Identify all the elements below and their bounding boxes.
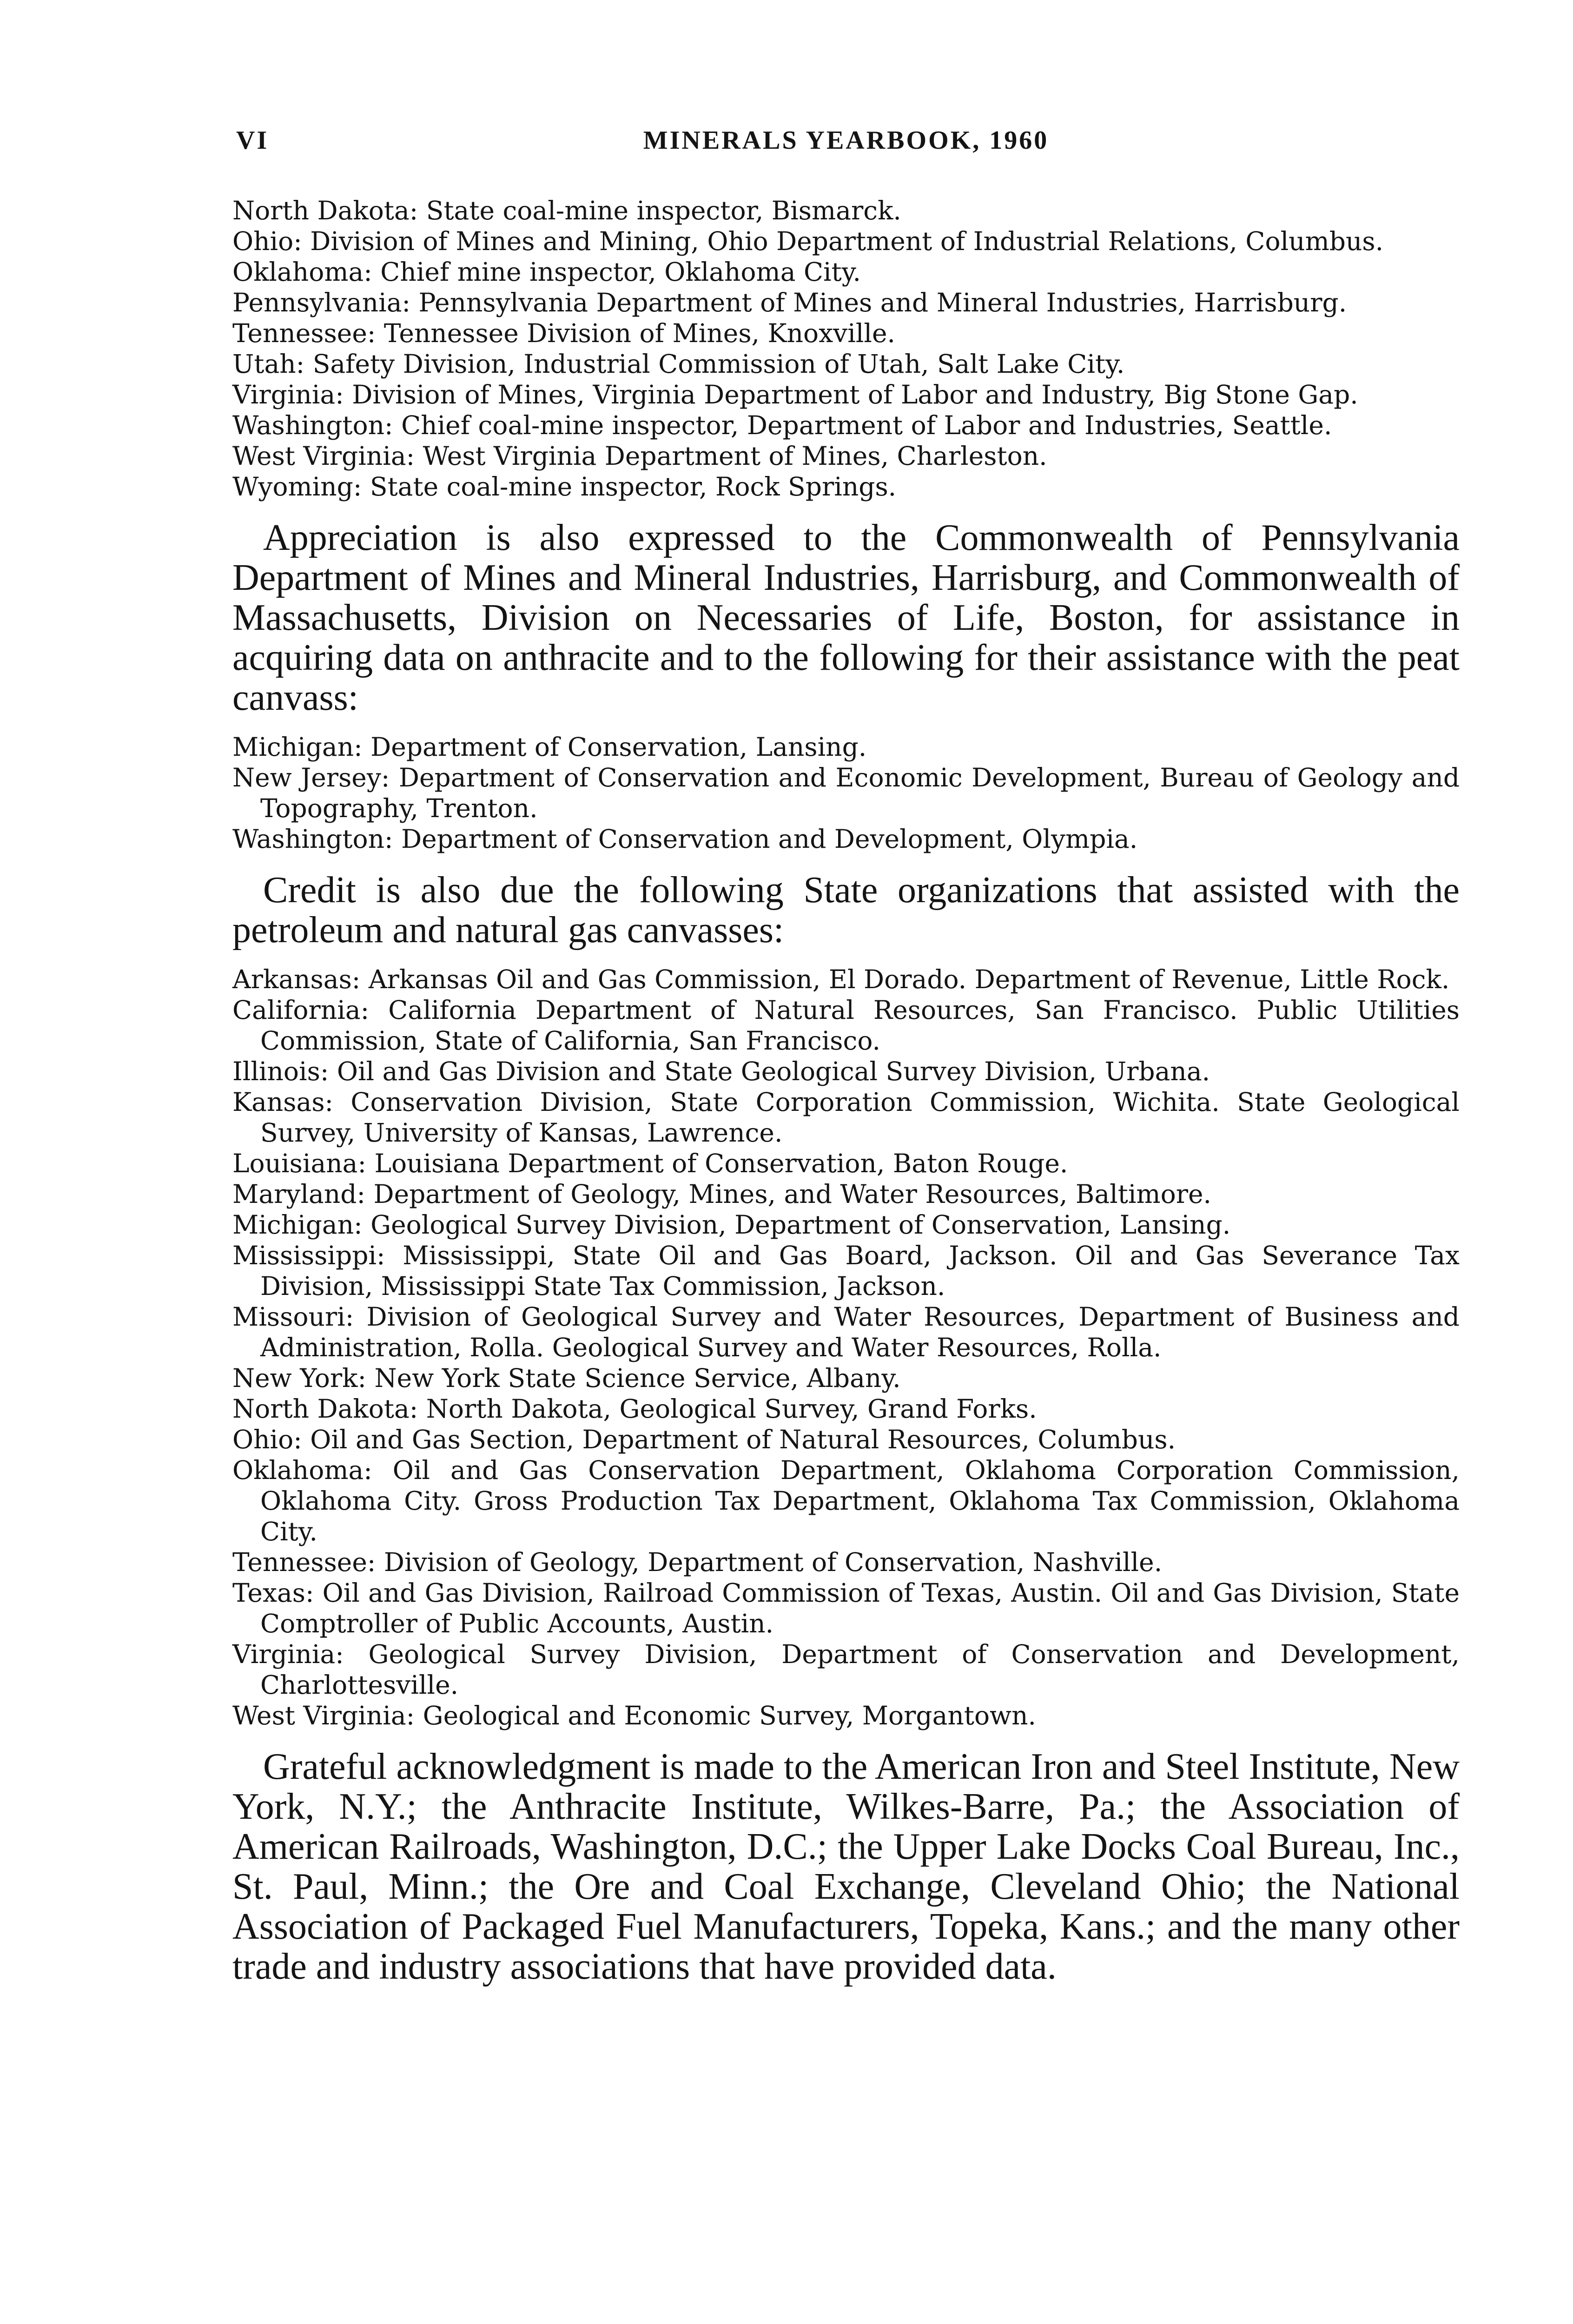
state-name: West Virginia : — [232, 1701, 423, 1730]
list-entry — [232, 257, 1460, 287]
page-number: VI — [236, 126, 269, 155]
state-name: Louisiana : — [232, 1149, 374, 1178]
list-entry — [232, 1301, 1460, 1363]
agency-text: Arkansas Oil and Gas Commission, El Dorado. Department of Revenue, Little Rock. — [368, 964, 1450, 994]
list-entry — [232, 349, 1460, 379]
agency-text: Mississippi, State Oil and Gas Board, Jackson. Oil and Gas Severance Tax Division, Mississippi State Tax Commission, Jackson. — [260, 1241, 1460, 1301]
state-name: California : — [232, 995, 388, 1025]
state-name: New Jersey : — [232, 763, 399, 792]
agency-text: California Department of Natural Resources, San Francisco. Public Utilities Commission, State of California, San Francisco. — [260, 995, 1460, 1056]
state-name: Ohio : — [232, 1425, 310, 1454]
agency-text: Department of Geology, Mines, and Water Resources, Baltimore. — [373, 1179, 1212, 1209]
agency-text: North Dakota, Geological Survey, Grand Forks. — [426, 1394, 1037, 1424]
list-entry — [232, 1209, 1460, 1240]
agency-text: Conservation Division, State Corporation Commission, Wichita. State Geological Survey, University of Kansas, Lawrence. — [260, 1087, 1460, 1148]
page-header — [232, 122, 1460, 159]
agency-text: Department of Conservation, Lansing. — [370, 732, 867, 762]
list-entry — [232, 1547, 1460, 1578]
state-name: Washington : — [232, 824, 401, 854]
credit-paragraph: Credit is also due the following State organizations that assisted with the petroleum and natural gas canvasses: — [232, 870, 1460, 951]
state-name: Maryland : — [232, 1179, 374, 1209]
appreciation-paragraph: Appreciation is also expressed to the Commonwealth of Pennsylvania Department of Mines and Mineral Industries, Harrisburg, and Commonwealth of Massachusetts, Division on Necessaries of Life, Boston, for assistance in acquiring data on anthracite and to the following for their assistance with the peat canvass: — [232, 517, 1460, 718]
agency-text: Geological Survey Division, Department of Conservation and Development, Charlottesville. — [260, 1639, 1460, 1700]
list-entry — [232, 441, 1460, 471]
list-entry — [232, 195, 1460, 226]
list-entry — [232, 1240, 1460, 1301]
state-name: Washington : — [232, 410, 401, 440]
state-name: Michigan : — [232, 732, 370, 762]
state-name: Pennsylvania : — [232, 288, 419, 317]
list-entry — [232, 1578, 1460, 1639]
agency-text: Tennessee Division of Mines, Knoxville. — [383, 318, 896, 348]
list-entry — [232, 762, 1460, 824]
list-entry — [232, 379, 1460, 410]
agency-text: Pennsylvania Department of Mines and Mineral Industries, Harrisburg. — [418, 288, 1347, 317]
agency-text: Oil and Gas Division and State Geological Survey Division, Urbana. — [337, 1056, 1210, 1086]
list-entry — [232, 1639, 1460, 1700]
state-name: Kansas : — [232, 1087, 350, 1117]
list-entry — [232, 410, 1460, 441]
state-name: North Dakota : — [232, 1394, 426, 1424]
list-entry — [232, 1455, 1460, 1547]
agency-text: New York State Science Service, Albany. — [374, 1363, 901, 1393]
agency-text: State coal-mine inspector, Bismarck. — [426, 196, 901, 225]
state-name: New York : — [232, 1363, 375, 1393]
running-title: MINERALS YEARBOOK, 1960 — [643, 126, 1049, 155]
list-entry — [232, 964, 1460, 995]
list-entry — [232, 1148, 1460, 1179]
state-name: Virginia : — [232, 1639, 369, 1669]
state-name: Mississippi : — [232, 1241, 403, 1270]
agency-text: Department of Conservation and Development, Olympia. — [401, 824, 1138, 854]
agency-text: Safety Division, Industrial Commission of Utah, Salt Lake City. — [312, 349, 1125, 379]
coal-inspectors-list — [232, 195, 1460, 502]
agency-text: Chief coal-mine inspector, Department of Labor and Industries, Seattle. — [401, 410, 1332, 440]
agency-text: West Virginia Department of Mines, Charleston. — [423, 441, 1047, 471]
list-entry — [232, 471, 1460, 502]
peat-canvass-list — [232, 732, 1460, 854]
agency-text: Geological Survey Division, Department of Conservation, Lansing. — [370, 1210, 1231, 1240]
state-name: Missouri : — [232, 1302, 367, 1332]
list-entry — [232, 995, 1460, 1056]
agency-text: Oil and Gas Division, Railroad Commission of Texas, Austin. Oil and Gas Division, State Comptroller of Public Accounts, Austin. — [260, 1578, 1460, 1638]
agency-text: State coal-mine inspector, Rock Springs. — [370, 472, 897, 502]
agency-text: Division of Geology, Department of Conservation, Nashville. — [383, 1547, 1163, 1577]
state-name: Oklahoma : — [232, 1455, 393, 1485]
state-name: West Virginia : — [232, 441, 423, 471]
list-entry — [232, 287, 1460, 318]
list-entry — [232, 318, 1460, 349]
list-entry — [232, 1056, 1460, 1087]
agency-text: Division of Geological Survey and Water Resources, Department of Business and Administration, Rolla. Geological Survey and Water Resources, Rolla. — [260, 1302, 1460, 1362]
state-name: Wyoming : — [232, 472, 370, 502]
state-name: Arkansas : — [232, 964, 369, 994]
agency-text: Geological and Economic Survey, Morgantown. — [423, 1701, 1037, 1730]
list-entry — [232, 226, 1460, 257]
state-name: Texas : — [232, 1578, 323, 1608]
list-entry — [232, 1424, 1460, 1455]
list-entry — [232, 732, 1460, 762]
state-name: Virginia : — [232, 380, 352, 409]
list-entry — [232, 1393, 1460, 1424]
agency-text: Oil and Gas Conservation Department, Oklahoma Corporation Commission, Oklahoma City. Gross Production Tax Department, Oklahoma Tax Commission, Oklahoma City. — [260, 1455, 1460, 1546]
list-entry — [232, 1087, 1460, 1148]
state-name: Tennessee : — [232, 318, 384, 348]
agency-text: Division of Mines and Mining, Ohio Department of Industrial Relations, Columbus. — [310, 226, 1384, 256]
state-name: Illinois : — [232, 1056, 337, 1086]
state-name: Oklahoma : — [232, 257, 380, 287]
agency-text: Louisiana Department of Conservation, Baton Rouge. — [374, 1149, 1068, 1178]
agency-text: Oil and Gas Section, Department of Natural Resources, Columbus. — [310, 1425, 1176, 1454]
state-name: Ohio : — [232, 226, 310, 256]
state-name: Michigan : — [232, 1210, 370, 1240]
agency-text: Department of Conservation and Economic Development, Bureau of Geology and Topography, Trenton. — [260, 763, 1460, 823]
state-name: Tennessee : — [232, 1547, 384, 1577]
state-name: Utah : — [232, 349, 313, 379]
state-name: North Dakota : — [232, 196, 426, 225]
page-body — [232, 195, 1460, 2000]
agency-text: Chief mine inspector, Oklahoma City. — [380, 257, 861, 287]
list-entry — [232, 1363, 1460, 1393]
list-entry — [232, 824, 1460, 854]
list-entry — [232, 1179, 1460, 1209]
agency-text: Division of Mines, Virginia Department of Labor and Industry, Big Stone Gap. — [352, 380, 1358, 409]
petroleum-canvass-list — [232, 964, 1460, 1731]
list-entry — [232, 1700, 1460, 1731]
acknowledgment-paragraph: Grateful acknowledgment is made to the American Iron and Steel Institute, New York, N.Y.; the Anthracite Institute, Wilkes-Barre, Pa.; the Association of American Railroads, Washington, D.C.; the Upper Lake Docks Coal Bureau, Inc., St. Paul, Minn.; the Ore and Coal Exchange, Cleveland Ohio; the National Association of Packaged Fuel Manufacturers, Topeka, Kans.; and the many other trade and industry associations that have provided data. — [232, 1746, 1460, 1987]
